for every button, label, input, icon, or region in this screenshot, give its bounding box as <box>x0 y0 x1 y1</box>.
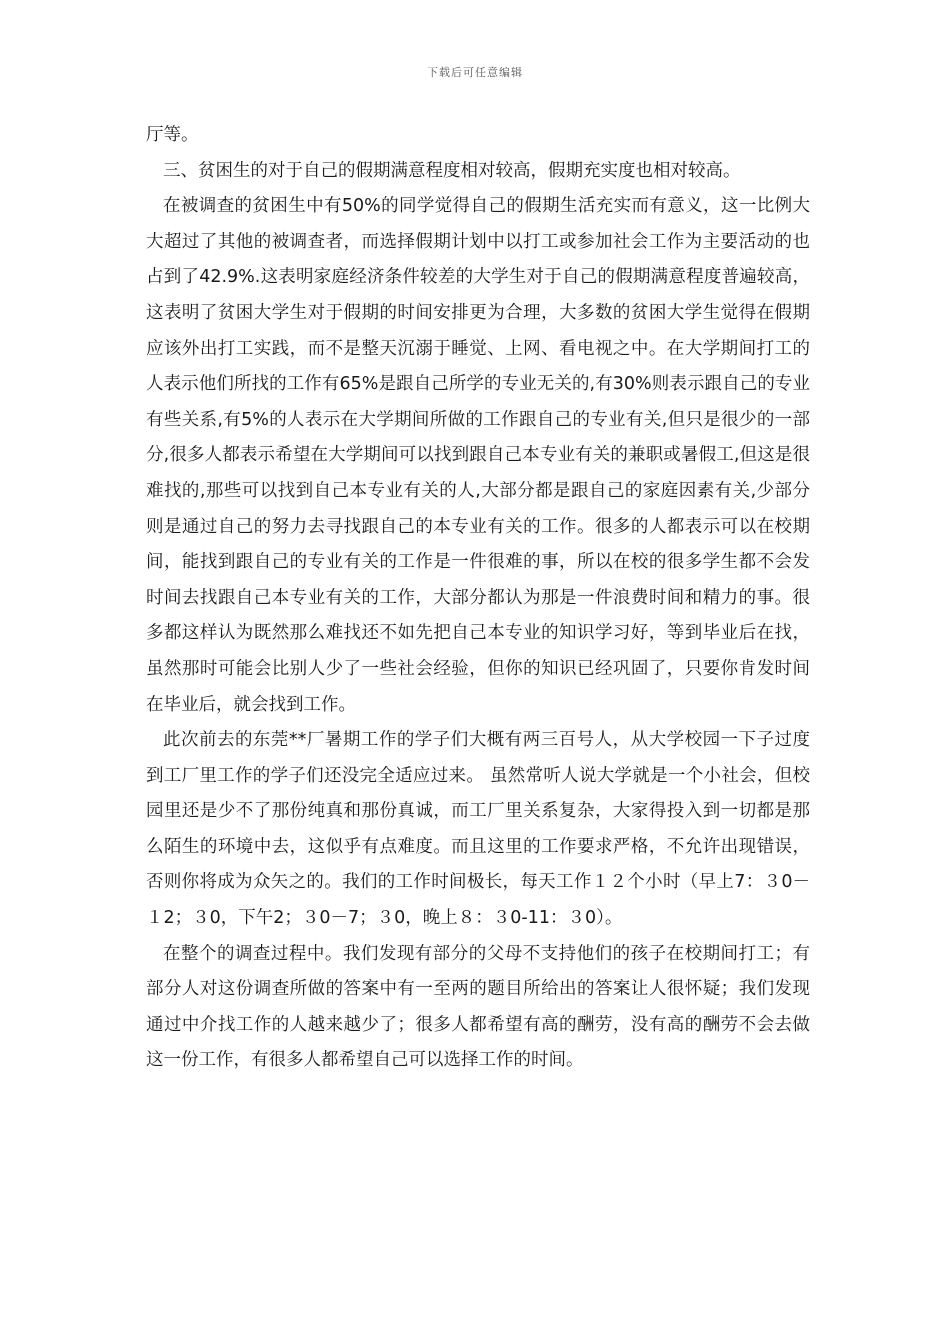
paragraph-survey-conclusion: 在整个的调查过程中。我们发现有部分的父母不支持他们的孩子在校期间打工；有部分人对这份调查所做的答案中有一至两的题目所给出的答案让人很怀疑；我们发现通过中介找工作的人越来越少了；很多人都希望有高的酬劳，没有高的酬劳不会去做这一份工作，有很多人都希望自己可以选择工作的时间。 <box>146 943 810 1071</box>
paragraph-factory-work: 此次前去的东莞**厂暑期工作的学子们大概有两三百号人，从大学校园一下子过度到工厂里工作的学子们还没完全适应过来。 虽然常听人说大学就是一个小社会，但校园里还是少不了那份纯真和那份真诚，而工厂里关系复杂，大家得投入到一切都是那么陌生的环境中去，这似乎有点难度。而且这里的工作要求严格，不允许出现错误，否则你将成为众矢之的。我们的工作时间极长，每天工作１２个小时（早上7：３0－１2；３0，下午2；３0－7；３0，晚上８：３0-11：３0）。 <box>146 730 810 929</box>
paragraph-continuation: 厅等。 <box>146 125 199 145</box>
paragraph-survey-findings: 在被调查的贫困生中有50%的同学觉得自己的假期生活充实而有意义，这一比例大大超过了其他的被调查者，而选择假期计划中以打工或参加社会工作为主要活动的也占到了42.9%.这表明家庭经济条件较差的大学生对于自己的假期满意程度普遍较高，这表明了贫困大学生对于假期的时间安排更为合理，大多数的贫困大学生觉得在假期应该外出打工实践，而不是整天沉溺于睡觉、上网、看电视之中。在大学期间打工的人表示他们所找的工作有65%是跟自己所学的专业无关的,有30%则表示跟自己的专业有些关系,有5%的人表示在大学期间所做的工作跟自己的专业有关,但只是很少的一部分,很多人都表示希望在大学期间可以找到跟自己本专业有关的兼职或暑假工,但这是很难找的,那些可以找到自己本专业有关的人,大部分都是跟自己的家庭因素有关,少部分则是通过自己的努力去寻找跟自己的本专业有关的工作。很多的人都表示可以在校期间，能找到跟自己的专业有关的工作是一件很难的事，所以在校的很多学生都不会发时间去找跟自己本专业有关的工作，大部分都认为那是一件浪费时间和精力的事。很多都这样认为既然那么难找还不如先把自己本专业的知识学习好，等到毕业后在找，虽然那时可能会比别人少了一些社会经验，但你的知识已经巩固了，只要你肯发时间在毕业后，就会找到工作。 <box>146 196 810 715</box>
document-body <box>146 118 810 1079</box>
page-header: 下载后可任意编辑 <box>427 66 523 79</box>
paragraph-section-heading: 三、贫困生的对于自己的假期满意程度相对较高，假期充实度也相对较高。 <box>163 160 741 181</box>
